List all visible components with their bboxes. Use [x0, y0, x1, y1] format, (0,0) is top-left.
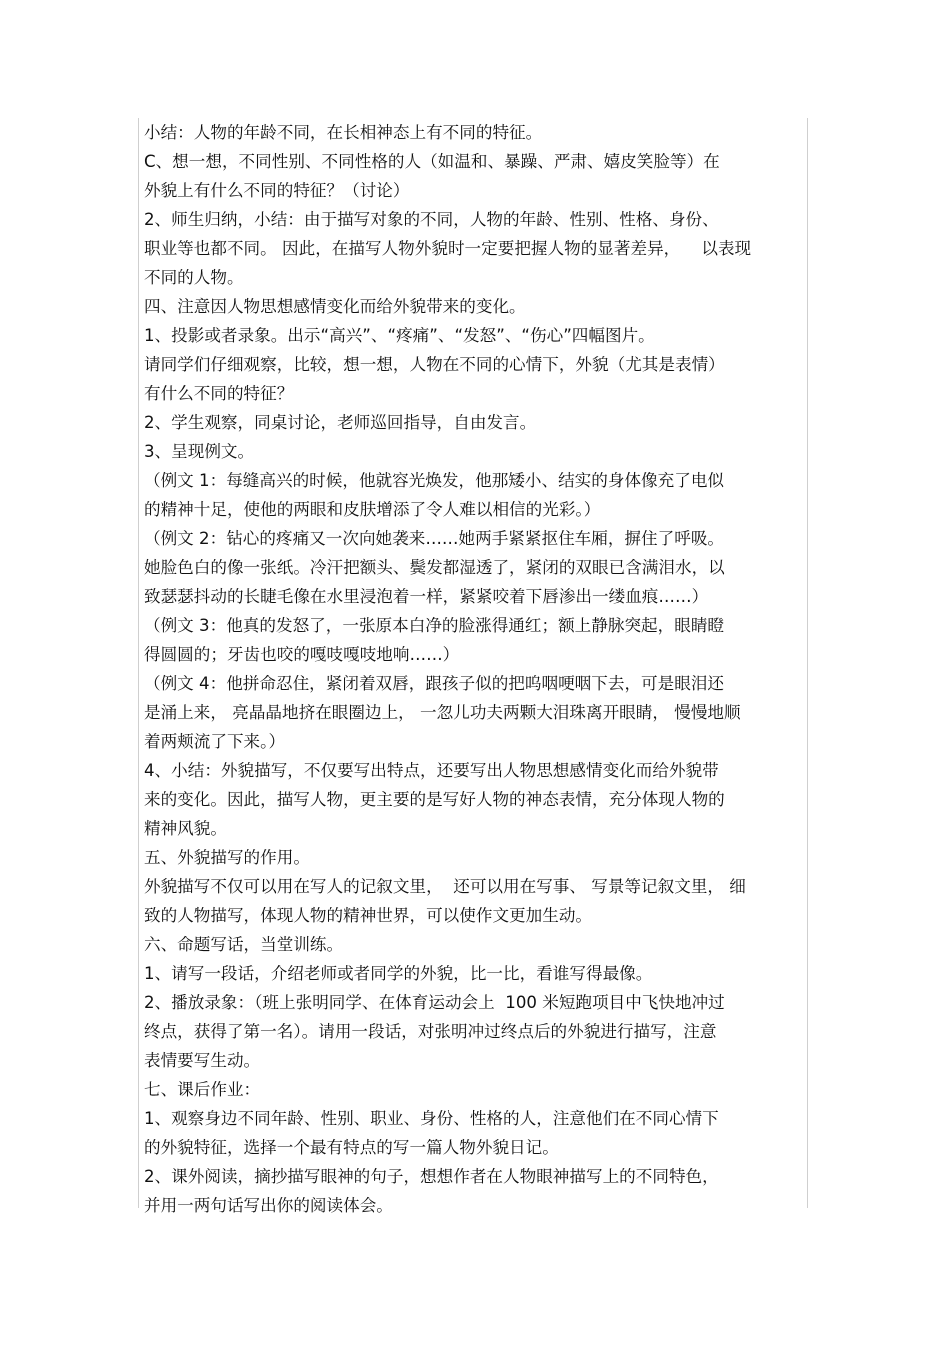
text-line: 致的人物描写，体现人物的精神世界，可以使作文更加生动。 — [144, 906, 593, 925]
text-line: 致瑟瑟抖动的长睫毛像在水里浸泡着一样，紧紧咬着下唇渗出一缕血痕……） — [144, 587, 709, 606]
text-line: （例文 1：每缝高兴的时候，他就容光焕发，他那矮小、结实的身体像充了电似 — [144, 471, 725, 490]
text-line: 是涌上来， 亮晶晶地挤在眼圈边上， 一忽儿功夫两颗大泪珠离开眼睛， 慢慢地顺 — [144, 703, 741, 722]
text-line: 终点，获得了第一名）。请用一段话，对张明冲过终点后的外貌进行描写，注意 — [144, 1022, 717, 1041]
text-line: 表情要写生动。 — [144, 1051, 261, 1070]
text-line: 四、注意因人物思想感情变化而给外貌带来的变化。 — [144, 297, 526, 316]
text-line: 职业等也都不同。 因此，在描写人物外貌时一定要把握人物的显著差异， 以表现 — [144, 239, 752, 258]
text-line: 2、学生观察，同桌讨论，老师巡回指导，自由发言。 — [144, 413, 537, 432]
text-line: （例文 3：他真的发怒了，一张原本白净的脸涨得通红；额上静脉突起，眼睛瞪 — [144, 616, 725, 635]
text-line: 得圆圆的；牙齿也咬的嘎吱嘎吱地响……） — [144, 645, 460, 664]
text-line: 六、命题写话，当堂训练。 — [144, 935, 344, 954]
text-line: 2、播放录象：（班上张明同学、在体育运动会上 100 米短跑项目中飞快地冲过 — [144, 993, 725, 1012]
text-line: 不同的人物。 — [144, 268, 244, 287]
text-line: 着两颊流了下来。） — [144, 732, 286, 751]
text-line: C、想一想，不同性别、不同性格的人（如温和、暴躁、严肃、嬉皮笑脸等）在 — [144, 152, 720, 171]
text-line: 七、课后作业： — [144, 1080, 261, 1099]
text-line: 4、小结：外貌描写，不仅要写出特点，还要写出人物思想感情变化而给外貌带 — [144, 761, 719, 780]
text-line: 有什么不同的特征？ — [144, 384, 294, 403]
text-line: 外貌上有什么不同的特征？（讨论） — [144, 181, 410, 200]
text-line: 并用一两句话写出你的阅读体会。 — [144, 1196, 393, 1215]
text-line: 3、呈现例文。 — [144, 442, 255, 461]
text-line: 1、投影或者录象。出示“高兴”、“疼痛”、“发怒”、“伤心”四幅图片。 — [144, 326, 655, 345]
text-line: 2、师生归纳，小结：由于描写对象的不同，人物的年龄、性别、性格、身份、 — [144, 210, 719, 229]
text-line: 小结：人物的年龄不同，在长相神态上有不同的特征。 — [144, 123, 543, 142]
text-line: 请同学们仔细观察，比较，想一想，人物在不同的心情下，外貌（尤其是表情） — [144, 355, 725, 374]
text-line: 精神风貌。 — [144, 819, 227, 838]
text-line: 外貌描写不仅可以用在写人的记叙文里， 还可以用在写事、 写景等记叙文里， 细 — [144, 877, 746, 896]
text-line: 1、观察身边不同年龄、性别、职业、身份、性格的人，注意他们在不同心情下 — [144, 1109, 719, 1128]
text-line: 2、课外阅读，摘抄描写眼神的句子，想想作者在人物眼神描写上的不同特色， — [144, 1167, 719, 1186]
text-line: 她脸色白的像一张纸。冷汗把额头、鬓发都湿透了，紧闭的双眼已含满泪水，以 — [144, 558, 725, 577]
text-line: （例文 4：他拼命忍住，紧闭着双唇，跟孩子似的把呜咽哽咽下去，可是眼泪还 — [144, 674, 725, 693]
text-line: 的精神十足，使他的两眼和皮肤增添了令人难以相信的光彩。） — [144, 500, 601, 519]
text-line: 1、请写一段话，介绍老师或者同学的外貌，比一比，看谁写得最像。 — [144, 964, 653, 983]
text-line: 来的变化。因此，描写人物，更主要的是写好人物的神态表情，充分体现人物的 — [144, 790, 725, 809]
text-line: 五、外貌描写的作用。 — [144, 848, 310, 867]
text-line: （例文 2：钻心的疼痛又一次向她袭来……她两手紧紧抠住车厢，摒住了呼吸。 — [144, 529, 725, 548]
text-line: 的外貌特征，选择一个最有特点的写一篇人物外貌日记。 — [144, 1138, 559, 1157]
